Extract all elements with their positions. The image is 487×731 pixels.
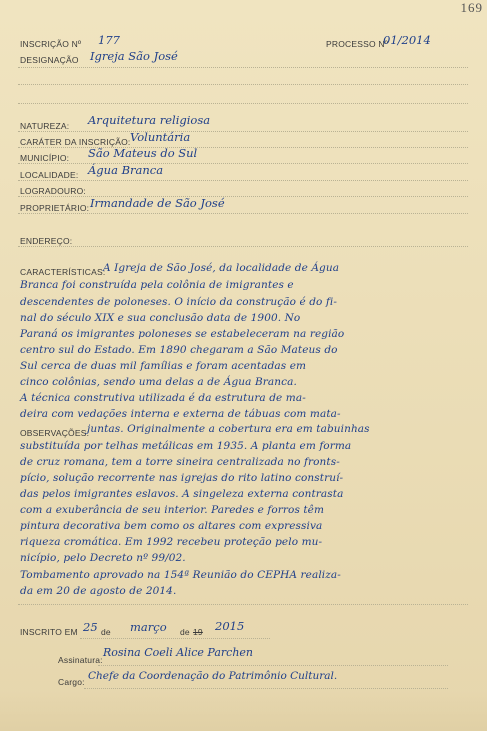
inscricao-label: INSCRIÇÃO Nº bbox=[20, 39, 82, 49]
rule-proprietario bbox=[18, 213, 468, 214]
processo-label: PROCESSO Nº bbox=[326, 39, 388, 49]
caracteristicas-line: centro sul do Estado. Em 1890 chegaram a São Mateus do bbox=[20, 344, 338, 356]
inscricao-value: 177 bbox=[98, 33, 120, 47]
natureza-label: NATUREZA: bbox=[20, 121, 70, 131]
inscrito-de-1: de bbox=[101, 627, 111, 637]
inscrito-label: INSCRITO EM bbox=[20, 627, 78, 637]
caracteristicas-label: CARACTERÍSTICAS: bbox=[20, 267, 106, 277]
rule-localidade bbox=[18, 180, 468, 181]
endereco-label: ENDEREÇO: bbox=[20, 236, 73, 246]
municipio-value: São Mateus do Sul bbox=[88, 146, 198, 160]
caracteristicas-line: A técnica construtiva utilizada é da estrutura de ma- bbox=[20, 392, 306, 404]
rule-designacao bbox=[18, 67, 468, 68]
rule-observacoes-end bbox=[18, 604, 468, 605]
rule-blank-1 bbox=[18, 84, 468, 85]
cargo-value: Chefe da Coordenação do Patrimônio Cultural. bbox=[88, 670, 338, 682]
inscrito-month: março bbox=[130, 620, 167, 634]
cargo-label: Cargo: bbox=[58, 677, 85, 687]
observacoes-line: com a exuberância de seu interior. Paredes e forros têm bbox=[20, 504, 325, 516]
logradouro-label: LOGRADOURO: bbox=[20, 186, 86, 196]
localidade-value: Água Branca bbox=[88, 163, 164, 177]
page-number: 169 bbox=[460, 0, 483, 15]
proprietario-label: PROPRIETÁRIO: bbox=[20, 203, 90, 213]
caracteristicas-line: A Igreja de São José, da localidade de Água bbox=[103, 262, 340, 274]
observacoes-line: de cruz romana, tem a torre sineira centralizada no fronts- bbox=[20, 456, 340, 468]
caracteristicas-line: nal do século XIX e sua conclusão data de 1900. No bbox=[20, 312, 301, 324]
observacoes-label: OBSERVAÇÕES: bbox=[20, 428, 90, 438]
rule-assinatura bbox=[98, 665, 448, 666]
rule-carater bbox=[18, 147, 468, 148]
observacoes-line: da em 20 de agosto de 2014. bbox=[20, 585, 177, 597]
rule-inscrito bbox=[80, 638, 270, 639]
designacao-label: DESIGNAÇÃO bbox=[20, 55, 79, 65]
localidade-label: LOCALIDADE: bbox=[20, 170, 79, 180]
assinatura-label: Assinatura: bbox=[58, 655, 103, 665]
assinatura-value: Rosina Coeli Alice Parchen bbox=[103, 646, 253, 659]
municipio-label: MUNICÍPIO: bbox=[20, 153, 70, 163]
paper-shadow bbox=[0, 690, 487, 731]
rule-municipio bbox=[18, 163, 468, 164]
inscrito-day: 25 bbox=[83, 620, 98, 634]
carater-label: CARÁTER DA INSCRIÇÃO: bbox=[20, 137, 131, 147]
observacoes-line: das pelos imigrantes eslavos. A singeleza externa contrasta bbox=[20, 488, 344, 500]
rule-blank-2 bbox=[18, 103, 468, 104]
rule-cargo bbox=[84, 688, 448, 689]
designacao-value: Igreja São José bbox=[90, 49, 178, 63]
rule-logradouro bbox=[18, 196, 468, 197]
observacoes-line: pintura decorativa bem como os altares com expressiva bbox=[20, 520, 323, 532]
caracteristicas-line: Branca foi construída pela colônia de imigrantes e bbox=[20, 279, 294, 291]
observacoes-line: pício, solução recorrente nas igrejas do rito latino construí- bbox=[20, 472, 344, 484]
caracteristicas-line: Paraná os imigrantes poloneses se estabeleceram na região bbox=[20, 328, 345, 340]
observacoes-line: nicípio, pelo Decreto nº 99/02. bbox=[20, 552, 186, 564]
caracteristicas-line: descendentes de poloneses. O início da construção é do fi- bbox=[20, 296, 337, 308]
rule-endereco bbox=[18, 246, 468, 247]
observacoes-line: Tombamento aprovado na 154ª Reunião do CEPHA realiza- bbox=[20, 569, 341, 581]
observacoes-line: juntas. Originalmente a cobertura era em tabuinhas bbox=[87, 423, 370, 435]
observacoes-line: substituída por telhas metálicas em 1935. A planta em forma bbox=[20, 440, 352, 452]
observacoes-line: riqueza cromática. Em 1992 recebeu proteção pelo mu- bbox=[20, 536, 323, 548]
natureza-value: Arquitetura religiosa bbox=[88, 113, 211, 127]
caracteristicas-line: deira com vedações interna e externa de tábuas com mata- bbox=[20, 408, 341, 420]
inscrito-year: 2015 bbox=[215, 619, 245, 633]
proprietario-value: Irmandade de São José bbox=[90, 196, 225, 210]
inscrito-de-2: de bbox=[180, 627, 190, 637]
caracteristicas-line: cinco colônias, sendo uma delas a de Água Branca. bbox=[20, 376, 297, 388]
caracteristicas-line: Sul cerca de duas mil famílias e foram acentadas em bbox=[20, 360, 307, 372]
carater-value: Voluntária bbox=[130, 130, 191, 144]
processo-value: 01/2014 bbox=[383, 33, 431, 47]
rule-natureza bbox=[18, 131, 468, 132]
year-prefix-printed: 19 bbox=[193, 627, 203, 637]
